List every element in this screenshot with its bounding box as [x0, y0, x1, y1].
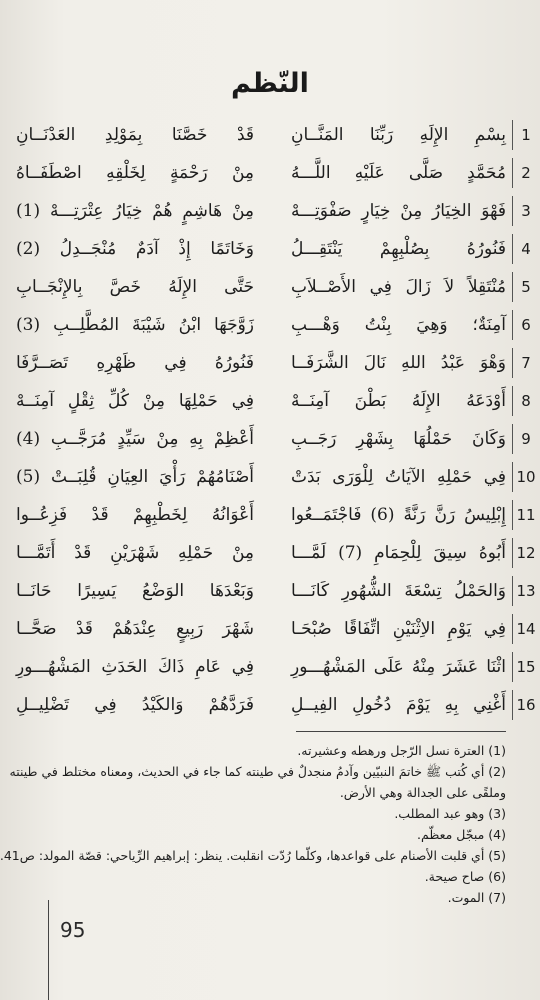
- verse-first-hemistich: فِي حَمْلِهِ الآيَاتُ لِلْوَرَى بَدَتْ: [291, 467, 506, 487]
- verse-first-hemistich: اثْنَا عَشَرَ مِنْهُ عَلَى المَشْهُـــورِ: [291, 657, 506, 677]
- verse-row: [0, 270, 540, 306]
- verse-row: [0, 498, 540, 534]
- verse-row: [0, 346, 540, 382]
- verse-number: 5: [512, 272, 539, 302]
- verse-number: 6: [512, 310, 539, 340]
- verse-second-hemistich: فَنُورُهُ فِي ظَهْرِهِ تَصَــرَّفَا: [16, 353, 254, 373]
- verse-number: 15: [512, 652, 539, 682]
- verse-number: 2: [512, 158, 539, 188]
- verse-second-hemistich: أَصْنَامُهُمْ رَأْيَ العِيَانِ قُلِبَــتْ (5): [16, 467, 254, 487]
- footnote: وملقًى على الجدالة وهي الأرض.: [339, 785, 506, 800]
- verse-second-hemistich: فِي عَامِ ذَاكَ الحَدَثِ المَشْهُـــورِ: [16, 657, 254, 677]
- verse-first-hemistich: آمِنَةٌ؛ وَهِيَ بِنْتُ وَهْـــبِ: [291, 315, 506, 335]
- verse-row: [0, 460, 540, 496]
- verse-row: [0, 156, 540, 192]
- verse-second-hemistich: شَهْرَ رَبِيعٍ عِنْدَهُمْ قَدْ صَحَّــا: [16, 619, 254, 639]
- verse-first-hemistich: أَبُوهُ سِيقَ لِلْحِمَامِ (7) لَمَّـــا: [291, 543, 506, 563]
- verse-first-hemistich: مُنْتَقِلاً لاَ زَالَ فِي الأَصْــلاَبِ: [291, 277, 506, 297]
- verse-second-hemistich: أَعْوَانُهُ لِخَطْبِهِمْ قَدْ فَزِعُــوا: [16, 505, 254, 525]
- page-title: النّظم: [231, 68, 309, 99]
- footnote: (7) الموت.: [447, 890, 506, 905]
- verse-number: 16: [512, 690, 539, 720]
- verse-first-hemistich: وَكَانَ حَمْلُهَا بِشَهْرِ رَجَــبِ: [291, 429, 506, 449]
- verse-second-hemistich: مِنْ رَحْمَةٍ لِخَلْقِهِ اصْطَفَــاهُ: [16, 163, 254, 183]
- footnote: (2) أي كُتب ﷺ خاتمَ النبيّين وآدمُ منجدلٌ في طينته كما جاء في الحديث، ومعناه مختلط في طينته: [9, 764, 506, 779]
- verse-number: 4: [512, 234, 539, 264]
- verse-second-hemistich: مِنْ حَمْلِهِ شَهْرَيْنِ قَدْ أَتَمَّـــا: [16, 543, 254, 563]
- verse-row: [0, 308, 540, 344]
- verse-second-hemistich: حَتَّى الإِلَهُ خَصَّ بِالإِنْجَــابِ: [16, 277, 254, 297]
- verse-row: [0, 422, 540, 458]
- verse-second-hemistich: وَبَعْدَهَا الوَضْعُ يَسِيرًا حَانَــا: [16, 581, 254, 601]
- verse-row: [0, 194, 540, 230]
- verse-first-hemistich: بِسْمِ الإِلَهِ رَبِّنَا المَنَّــانِ: [291, 125, 506, 145]
- verse-number: 3: [512, 196, 539, 226]
- verse-second-hemistich: فِي حَمْلِهَا مِنْ كُلِّ ثِقْلٍ آمِنَــهْ: [16, 391, 254, 411]
- verse-number: 9: [512, 424, 539, 454]
- verse-first-hemistich: أَغْنِي بِهِ يَوْمَ دُخُولِ الفِيــلِ: [291, 695, 506, 715]
- footnote: (1) العترة نسل الرّجل ورهطه وعشيرته.: [297, 743, 506, 758]
- footnote: (4) مبجّل معظّم.: [417, 827, 506, 842]
- verse-number: 12: [512, 538, 539, 568]
- verse-second-hemistich: أَعْظِمْ بِهِ مِنْ سَيِّدٍ مُرَجَّــبِ (4): [16, 429, 254, 449]
- verse-first-hemistich: أَوْدَعَهُ الإِلَهُ بَطْنَ آمِنَــهْ: [291, 391, 506, 411]
- verse-first-hemistich: مُحَمَّدٍ صَلَّى عَلَيْهِ اللَّـــهُ: [291, 163, 506, 183]
- verse-row: [0, 536, 540, 572]
- verse-first-hemistich: وَالحَمْلُ تِسْعَةَ الشُّهُورِ كَانَـــا: [291, 581, 506, 601]
- verse-second-hemistich: وَخَاتَمًا إِذْ آدَمٌ مُنْجَــدِلُ (2): [16, 239, 254, 259]
- verse-number: 7: [512, 348, 539, 378]
- verse-row: [0, 612, 540, 648]
- verse-first-hemistich: وَهْوَ عَبْدُ اللهِ نَالَ الشَّرَفَــا: [291, 353, 506, 373]
- footnote: (5) أي قلبت الأصنام على قواعدها، وكلّما رُدّت انقلبت. ينظر: إبراهيم الرِّياحي: قصّة المولد: ص41.: [0, 848, 506, 863]
- verse-row: [0, 688, 540, 724]
- footnote: (6) صاح صيحة.: [424, 869, 506, 884]
- footnote: (3) وهو عبد المطلب.: [394, 806, 506, 821]
- verse-second-hemistich: فَرَدَّهُمْ وَالكَيْدُ فِي تَضْلِيــلِ: [16, 695, 254, 715]
- poem: [0, 118, 540, 728]
- verse-row: [0, 384, 540, 420]
- verse-number: 10: [512, 462, 539, 492]
- verse-number: 11: [512, 500, 539, 530]
- page-number: 95: [60, 918, 86, 942]
- verse-number: 1: [512, 120, 539, 150]
- verse-second-hemistich: زَوَّجَهَا ابْنُ شَيْبَةَ المُطَّلِــبِ (3): [16, 315, 254, 335]
- verse-first-hemistich: فَنُورُهُ بِصُلْبِهِمْ يَنْتَقِـــلُ: [291, 239, 506, 259]
- verse-first-hemistich: فَهْوَ الخِيَارُ مِنْ خِيَارٍ صَفْوَتِـــهْ: [291, 201, 506, 221]
- page-number-rule: [48, 900, 49, 1000]
- verse-row: [0, 232, 540, 268]
- verse-second-hemistich: قَدْ خَصَّنَا بِمَوْلِدِ العَدْنَــانِ: [16, 125, 254, 145]
- verse-row: [0, 118, 540, 154]
- verse-number: 13: [512, 576, 539, 606]
- verse-second-hemistich: مِنْ هَاشِمٍ هُمْ خِيَارُ عِتْرَتِـــهْ (1): [16, 201, 254, 221]
- verse-first-hemistich: فِي يَوْمِ الاِثْنَيْنِ اتِّفَاقًا صُبْحَـا: [291, 619, 506, 639]
- verse-row: [0, 650, 540, 686]
- verse-row: [0, 574, 540, 610]
- verse-number: 14: [512, 614, 539, 644]
- verse-number: 8: [512, 386, 539, 416]
- footnote-divider: [296, 731, 506, 732]
- footnotes: [0, 740, 506, 908]
- verse-first-hemistich: إِبْلِيسُ رَنَّ رَنَّةً (6) فَاجْتَمَــعُوا: [291, 505, 506, 525]
